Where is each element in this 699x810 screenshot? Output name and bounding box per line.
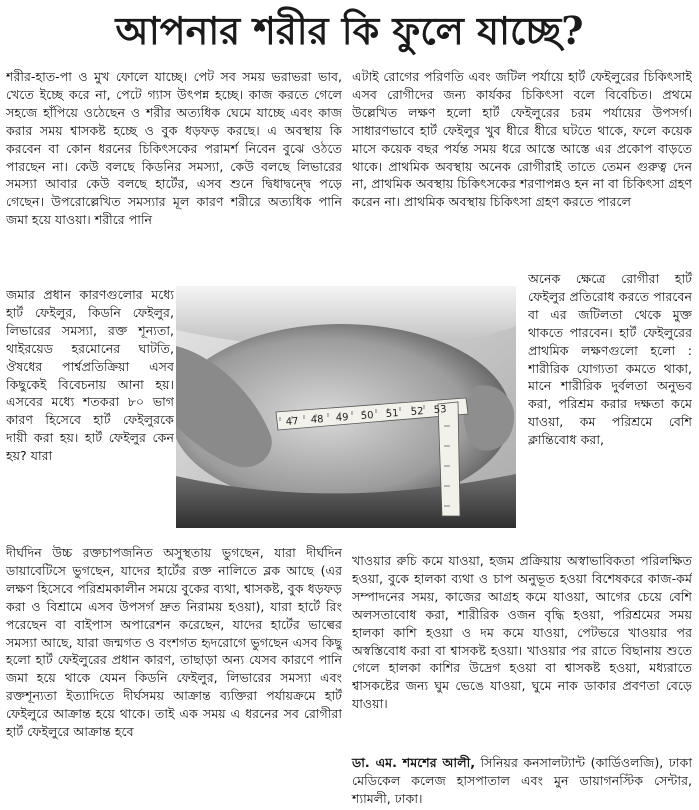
tape-number: 47 <box>285 416 299 428</box>
author-name: ডা. এম. শমশের আলী, <box>352 755 475 770</box>
tape-number: 48 <box>310 414 324 426</box>
author-credit <box>352 754 692 808</box>
article-column-right-bottom: খাওয়ার রুচি কমে যাওয়া, হজম প্রক্রিয়ায় অস্বাভাবিকতা পরিলক্ষিত হওয়া, বুকে হালকা ব্যথা ও চাপ অনুভূত হওয়া বিশেষকরে কাজ-কর্ম সম্পাদনের সময়, কাজের আগ্রহ কমে যাওয়া, আগের চেয়ে বেশি অলসতাবোধ করা, শারীরিক ওজন বৃদ্ধি হওয়া, পরিশ্রমের সময় হালকা কাশি হওয়া ও দম কমে যাওয়া, পেটভরে খাওয়ার পর অস্বস্তিবোধ করা বা শ্বাসকষ্ট হওয়া। খাওয়ার পর রাতে বিছানায় শুতে গেলে হালকা কাশির উদ্রেগ হওয়া বা শ্বাসকষ্ট হওয়া, মধ্যরাতে শ্বাসকষ্টের জন্য ঘুম ভেঙে যাওয়া, ঘুমে নাক ডাকার প্রবণতা বেড়ে যাওয়া। <box>352 553 692 712</box>
tape-number: 51 <box>385 408 399 420</box>
article-column-left-bottom: দীর্ঘদিন উচ্চ রক্তচাপজনিত অসুস্থতায় ভুগছেন, যারা দীর্ঘদিন ডায়াবেটিসে ভুগছেন, যাদের হার্টের রক্ত নালিতে ব্লক আছে (এর লক্ষণ হিসেবে পরিশ্রমকালীন সময়ে বুকের ব্যথা, শ্বাসকষ্ট, বুক ধড়ফড় করা ও বিশ্রামে এসব উপসর্গ দ্রুত নিরাময় হওয়া), যারা হার্টে রিং পরেছেন বা বাইপাস অপারেশন করেছেন, যাদের হার্টের ভাল্বের সমস্যা আছে, যারা জন্মগত ও বংশগত হৃদরোগে ভুগছেন এসব কিছু হলো হার্ট ফেইলুরের প্রধান কারণ, তাছাড়া অন্য যেসব কারণে পানি জমা হয়ে থাকে যেমন কিডনি ফেইলুর, লিভারের সমস্যা এবং রক্তশূন্যতা ইত্যাদিতে দীর্ঘসময় আক্রান্ত ব্যক্তিরা পর্যায়ক্রমে হার্ট ফেইলুরে আক্রান্ত হয়ে থাকে। তাই এক সময় এ ধরনের সব রোগীরা হার্ট ফেইলুরে আক্রান্ত হবে <box>6 545 342 740</box>
tape-number: 49 <box>335 412 349 424</box>
tape-number: 53 <box>433 404 447 416</box>
tape-number: 50 <box>360 410 374 422</box>
tape-number: 52 <box>410 406 424 418</box>
author-details: সিনিয়র কনসালট্যান্ট (কার্ডিওলজি), ঢাকা মেডিকেল কলেজ হাসপাতাল এবং মুন ডায়াগনস্টিক সেন্টার, শ্যামলী, ঢাকা। <box>352 755 692 806</box>
article-column-right-top: এটাই রোগের পরিণতি এবং জটিল পর্যায়ে হার্ট ফেইলুরের চিকিৎসাই এসব রোগীদের জন্য কার্যকর চিকিৎসা বলে বিবেচিত। প্রথমে উল্লেখিত লক্ষণ হলো হার্ট ফেইলুরের চরম পর্যায়ের উপসর্গ। সাধারণভাবে হার্ট ফেইলুর খুব ধীরে ধীরে ঘটতে থাকে, ফলে কয়েক মাসে কয়েক বছর পর্যন্ত সময় ধরে আস্তে আস্তে এর প্রকোপ বাড়তে থাকে। প্রাথমিক অবস্থায় অনেক রোগীরাই তাতে তেমন গুরুত্ব দেন না, প্রাথমিক অবস্থায় চিকিৎসকের শরণাপন্নও হন না বা চিকিৎসা গ্রহণ করেন না। প্রাথমিক অবস্থায় চিকিৎসা গ্রহণ করতে পারলে <box>352 69 692 210</box>
photo-illustration <box>176 286 516 528</box>
headline: আপনার শরীর কি ফুলে যাচ্ছে? <box>115 8 584 53</box>
article-column-left-top: শরীর-হাত-পা ও মুখ ফোলে যাচ্ছে। পেট সব সময় ভরাভরা ভাব, খেতে ইচ্ছে করে না, পেটে গ্যাস উৎপন্ন হচ্ছে। কাজ করতে গেলে সহজে হাঁপিয়ে ওঠেছেন ও শরীর অত্যধিক ঘেমে যাচ্ছে এবং কাজ করার সময় শ্বাসকষ্ট হচ্ছে ও বুক ধড়ফড় করছে। এ অবস্থায় কি করবেন বা কোন ধরনের চিকিৎসকের পরামর্শ নিবেন বুঝে ওঠতে পারছেন না। কেউ বলছে কিডনির সমস্যা, কেউ বলছে লিভারের সমস্যা আবার কেউ বলছে হার্টের, এসব শুনে দ্বিধাদ্বন্দ্বে পড়ে গেছেন। উপরোল্লেখিত সমস্যার মূল কারণ শরীরে অত্যধিক পানি জমা হয়ে যাওয়া। শরীরে পানি <box>6 69 342 228</box>
measuring-tape-end <box>438 402 460 516</box>
article-column-right-narrow: অনেক ক্ষেত্রে রোগীরা হার্ট ফেইলুর প্রতিরোধ করতে পারবেন বা এর জটিলতা থেকে মুক্ত থাকতে পারবেন। হার্ট ফেইলুরের প্রাথমিক লক্ষণগুলো হলো : শারীরিক যোগ্যতা কমতে থাকা, মানে শারীরিক দুর্বলতা অনুভব করা, পরিশ্রম করার দক্ষতা কমে যাওয়া, কম পরিশ্রমে বেশি ক্লান্তিবোধ করা, <box>528 271 692 448</box>
belly-measuring-photo <box>176 286 516 528</box>
article-column-left-narrow: জমার প্রধান কারণগুলোর মধ্যে হার্ট ফেইলুর, কিডনি ফেইলুর, লিভারের সমস্যা, রক্ত শূন্যতা, থাইরয়েড হরমোনের ঘাটতি, ঔষধের পার্শ্বপ্রতিক্রিয়া এসব কিছুকেই বিবেচনায় আনা হয়। এসবের মধ্যে শতকরা ৮০ ভাগ কারণ হিসেবে হার্ট ফেইলুরকে দায়ী করা হয়। হার্ট ফেইলুর কেন হয়? যারা <box>6 287 174 464</box>
